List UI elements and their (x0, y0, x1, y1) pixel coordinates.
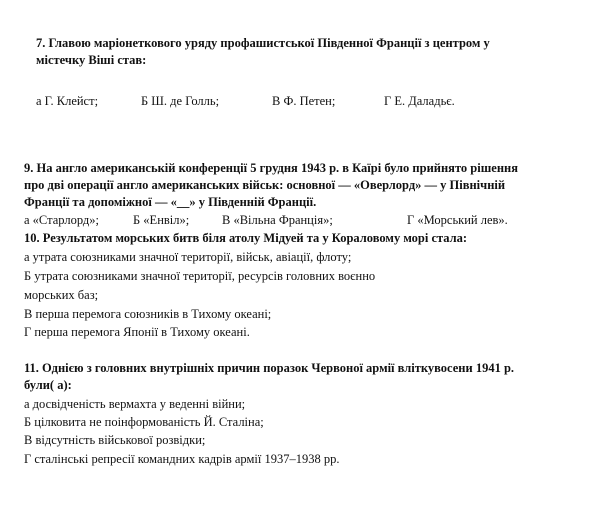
q9-option-a: а «Старлорд»; (24, 213, 99, 227)
q10-text-line-1: 10. Результатом морських битв біля атолу Мідуей та у Кораловому морі стала: (24, 231, 468, 245)
q7-option-d: Г Е. Даладьє. (384, 94, 455, 108)
q7-option-a: а Г. Клейст; (36, 94, 99, 108)
q9-option-d: Г «Морський лев». (407, 213, 508, 227)
q7-text-line-1: 7. Главою маріонеткового уряду профашистської Південної Франції з центром у (36, 36, 490, 50)
q11-text-line-2: були( а): (24, 378, 72, 392)
q9-text-line-1: 9. На англо американській конференції 5 грудня 1943 р. в Каїрі було прийнято рішення (24, 161, 518, 175)
q11-option-d: Г сталінські репресії командних кадрів армії 1937–1938 рр. (24, 452, 340, 466)
q9-option-b: Б «Енвіл»; (133, 213, 190, 227)
q11-option-b: Б цілковита не поінформованість Й. Сталіна; (24, 415, 264, 429)
q7-option-b: Б Ш. де Голль; (141, 94, 220, 108)
q9-option-c: В «Вільна Франція»; (222, 213, 333, 227)
q9-text-line-3: Франції та допоміжної — «__» у Південній Франції. (24, 195, 317, 209)
q10-option-d: Г перша перемога Японії в Тихому океані. (24, 325, 250, 339)
q10-option-a: а утрата союзниками значної території, військ, авіації, флоту; (24, 250, 352, 264)
q11-option-c: В відсутність військової розвідки; (24, 433, 206, 447)
q11-text-line-1: 11. Однією з головних внутрішніх причин поразок Червоної армії вліткувосени 1941 р. (24, 361, 515, 375)
q10-option-b-continued: морських баз; (24, 288, 99, 302)
q10-option-c: В перша перемога союзників в Тихому океані; (24, 307, 272, 321)
q9-text-line-2: про дві операції англо американських військ: основної — «Оверлорд» — у Північній (24, 178, 506, 192)
q11-option-a: а досвідченість вермахта у веденні війни; (24, 397, 246, 411)
q7-text-line-2: містечку Віші став: (36, 53, 147, 67)
q10-option-b: Б утрата союзниками значної території, ресурсів головних воєнно (24, 269, 376, 283)
q7-option-c: В Ф. Петен; (272, 94, 336, 108)
